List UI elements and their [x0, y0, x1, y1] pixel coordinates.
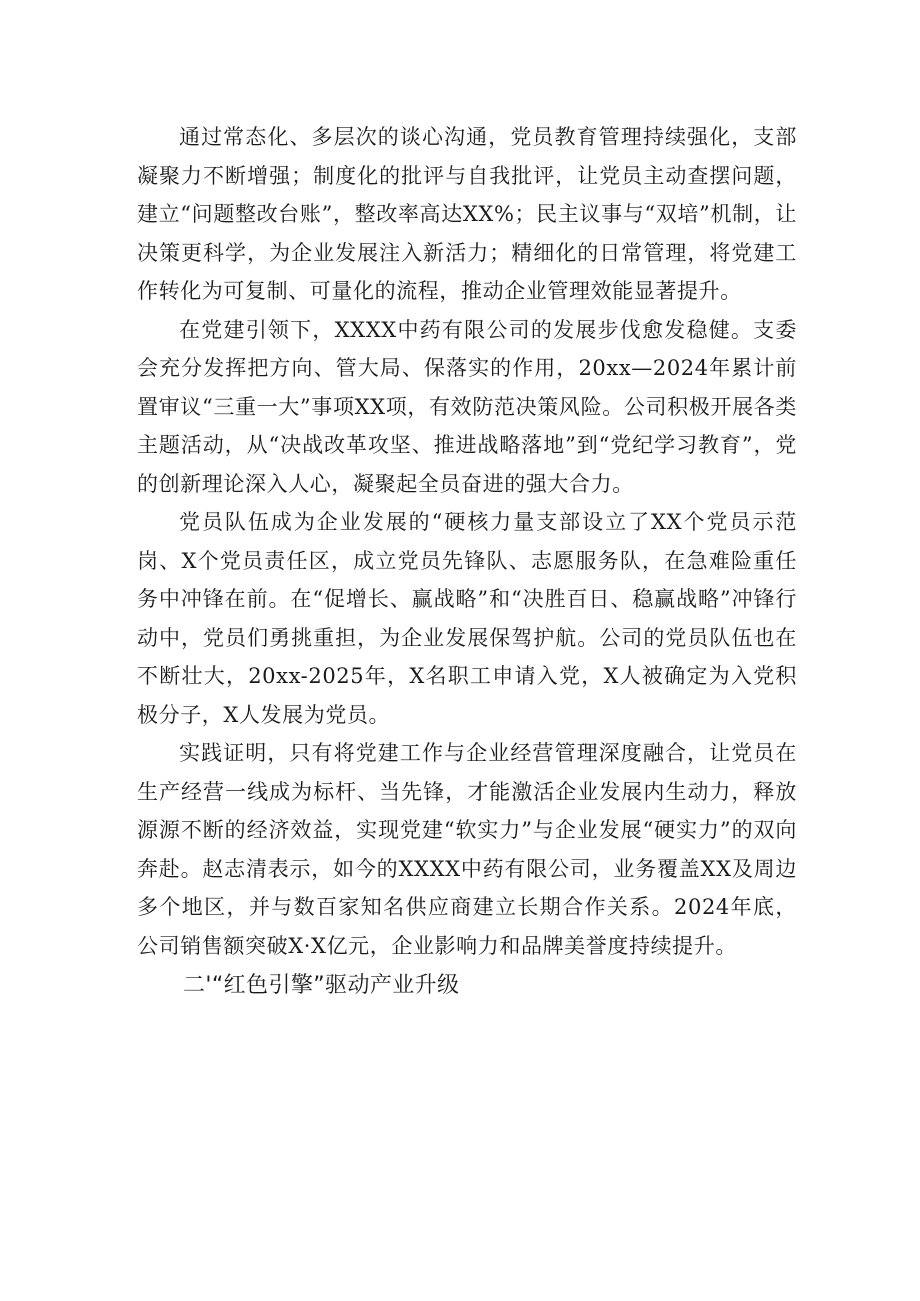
paragraph-2: 在党建引领下，XXXX中药有限公司的发展步伐愈发稳健。支委会充分发挥把方向、管大局、保落实的作用，20xx—2024年累计前置审议“三重一大”事项XX项，有效防范决策风险。公司积极开展各类主题活动，从“决战改革攻坚、推进战略落地”到“党纪学习教育”，党的创新理论深入人心，凝聚起全员奋进的强大合力。 — [137, 317, 797, 496]
document-body — [137, 118, 797, 1006]
paragraph-4: 实践证明，只有将党建工作与企业经营管理深度融合，让党员在生产经营一线成为标杆、当先锋，才能激活企业发展内生动力，释放源源不断的经济效益，实现党建“软实力”与企业发展“硬实力”的双向奔赴。赵志清表示，如今的XXXX中药有限公司，业务覆盖XX及周边多个地区，并与数百家知名供应商建立长期合作关系。2024年底，公司销售额突破X·X亿元，企业影响力和品牌美誉度持续提升。 — [137, 741, 797, 958]
section-heading: 二'“红色引擎”驱动产业升级 — [183, 973, 460, 998]
paragraph-3: 党员队伍成为企业发展的“硬核力量支部设立了XX个党员示范岗、X个党员责任区，成立党员先锋队、志愿服务队，在急难险重任务中冲锋在前。在“促增长、赢战略”和“决胜百日、稳赢战略”冲锋行动中，党员们勇挑重担，为企业发展保驾护航。公司的党员队伍也在不断壮大，20xx-2025年，X名职工申请入党，X人被确定为入党积极分子，X人发展为党员。 — [137, 510, 797, 727]
paragraph-1: 通过常态化、多层次的谈心沟通，党员教育管理持续强化，支部凝聚力不断增强；制度化的批评与自我批评，让党员主动查摆问题，建立“问题整改台账”，整改率高达XX%；民主议事与“双培”机制，让决策更科学，为企业发展注入新活力；精细化的日常管理，将党建工作转化为可复制、可量化的流程，推动企业管理效能显著提升。 — [137, 125, 797, 303]
